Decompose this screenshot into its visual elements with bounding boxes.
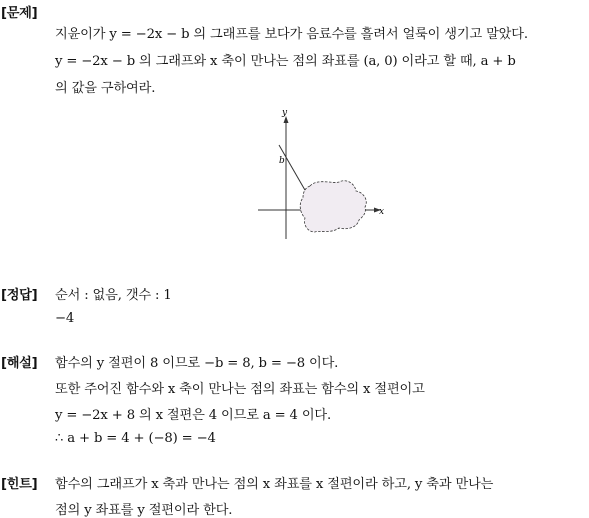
explanation-line-2: 또한 주어진 함수와 x 축이 만나는 점의 좌표는 함수의 x 절편이고 — [55, 382, 425, 397]
stain-blob — [300, 181, 366, 232]
explanation-line-1: 함수의 y 절편이 8 이므로 −b = 8, b = −8 이다. — [55, 356, 339, 371]
answer-line-1: 순서 : 없음, 갯수 : 1 — [55, 288, 172, 303]
explanation-line-3: y = −2x + 8 의 x 절편은 4 이므로 a = 4 이다. — [55, 408, 332, 423]
problem-line-2: y = −2x − b 의 그래프와 x 축이 만나는 점의 좌표를 (a, 0) 이라고 할 때, a + b — [55, 54, 516, 69]
problem-label: [문제] — [1, 6, 38, 21]
intercept-label: b — [279, 156, 285, 166]
x-axis-label: x — [379, 207, 385, 217]
y-axis-label: y — [282, 108, 288, 118]
answer-label: [정답] — [1, 288, 38, 303]
problem-line-3: 의 값을 구하여라. — [55, 81, 156, 96]
hint-label: [힌트] — [1, 477, 38, 492]
graph-figure — [255, 106, 390, 243]
hint-line-2: 점의 y 좌표를 y 절편이라 한다. — [55, 503, 233, 518]
explanation-line-4: ∴ a + b = 4 + (−8) = −4 — [55, 431, 216, 446]
answer-line-2: −4 — [55, 311, 75, 326]
problem-line-1: 지윤이가 y = −2x − b 의 그래프를 보다가 음료수를 흘려서 얼룩이 생기고 말았다. — [55, 27, 528, 42]
explanation-label: [해설] — [1, 356, 38, 371]
hint-line-1: 함수의 그래프가 x 축과 만나는 점의 x 좌표를 x 절편이라 하고, y 축과 만나는 — [55, 477, 494, 492]
